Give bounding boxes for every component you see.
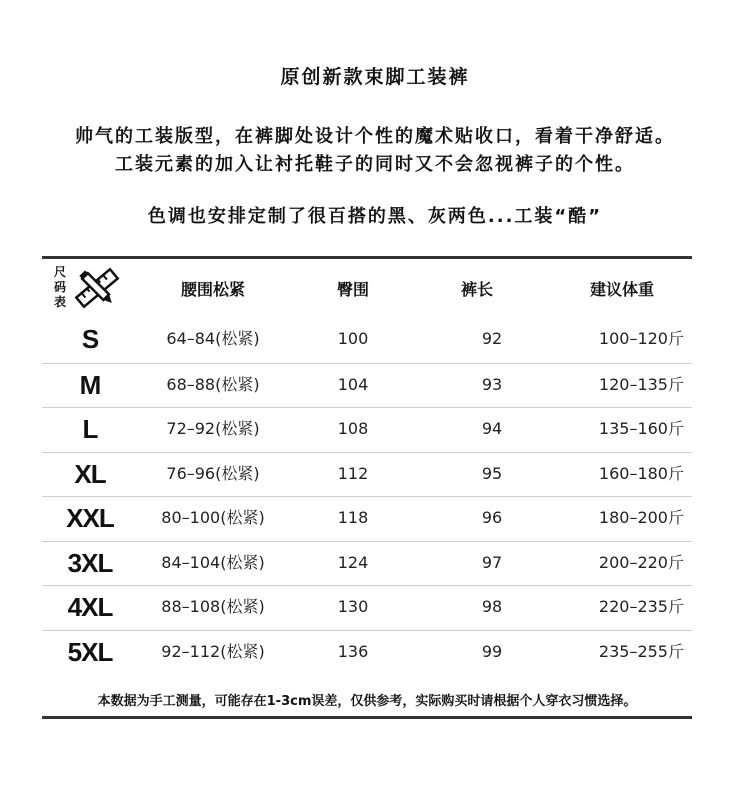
waist-value: 68–88(松紧) bbox=[166, 374, 260, 394]
weight-value: 235–255斤 bbox=[598, 641, 684, 661]
waist-value: 64–84(松紧) bbox=[166, 329, 260, 348]
weight-value: 200–220斤 bbox=[598, 552, 684, 572]
hip-value: 136 bbox=[337, 641, 369, 661]
ruler-pencil-icon bbox=[72, 265, 122, 311]
size-label: XL bbox=[74, 458, 106, 489]
table-row bbox=[42, 363, 692, 406]
description-line-2: 工装元素的加入让衬托鞋子的同时又不会忽视裤子的个性。 bbox=[115, 154, 635, 175]
weight-value: 160–180斤 bbox=[598, 463, 684, 483]
length-value: 96 bbox=[481, 508, 503, 527]
hip-value: 108 bbox=[337, 419, 369, 438]
size-label: 4XL bbox=[67, 592, 113, 622]
table-row bbox=[42, 630, 692, 673]
length-value: 92 bbox=[481, 329, 503, 348]
size-chart-label bbox=[50, 265, 70, 310]
hip-value: 100 bbox=[337, 329, 369, 348]
waist-value: 72–92(松紧) bbox=[166, 419, 260, 438]
header-weight: 建议体重 bbox=[589, 280, 654, 299]
length-value: 93 bbox=[481, 374, 503, 394]
length-value: 95 bbox=[481, 463, 503, 483]
weight-value: 220–235斤 bbox=[598, 597, 684, 616]
size-label: XXL bbox=[66, 503, 114, 533]
header-hip: 臀围 bbox=[336, 280, 369, 299]
table-row bbox=[42, 407, 692, 450]
weight-value: 120–135斤 bbox=[598, 374, 684, 394]
waist-value: 92–112(松紧) bbox=[161, 641, 265, 661]
hip-value: 130 bbox=[337, 597, 369, 616]
footnote: 本数据为手工测量，可能存在1-3cm误差，仅供参考，实际购买时请根据个人穿衣习惯选择。 bbox=[97, 694, 637, 709]
description-line-1: 帅气的工装版型，在裤脚处设计个性的魔术贴收口，看着干净舒适。 bbox=[75, 126, 675, 147]
table-row bbox=[42, 585, 692, 628]
table-row bbox=[42, 496, 692, 539]
header-length: 裤长 bbox=[460, 280, 493, 299]
weight-value: 135–160斤 bbox=[598, 419, 684, 438]
table-row bbox=[42, 452, 692, 495]
page-title: 原创新款束脚工装裤 bbox=[280, 66, 470, 88]
length-value: 98 bbox=[481, 597, 503, 616]
waist-value: 84–104(松紧) bbox=[161, 552, 265, 572]
weight-value: 180–200斤 bbox=[598, 508, 684, 527]
size-chart-badge bbox=[50, 265, 130, 313]
size-chart-label-text: 尺码表 bbox=[53, 265, 66, 309]
waist-value: 76–96(松紧) bbox=[166, 463, 260, 483]
table-bottom-rule bbox=[42, 716, 692, 719]
size-label: S bbox=[81, 324, 99, 354]
length-value: 94 bbox=[481, 419, 503, 438]
waist-value: 80–100(松紧) bbox=[161, 508, 265, 527]
size-label: 5XL bbox=[67, 636, 113, 667]
size-label: 3XL bbox=[67, 547, 113, 578]
length-value: 97 bbox=[481, 552, 503, 572]
table-row bbox=[42, 318, 692, 360]
length-value: 99 bbox=[481, 641, 503, 661]
hip-value: 112 bbox=[337, 463, 369, 483]
size-label: L bbox=[82, 414, 98, 444]
size-label: M bbox=[79, 369, 101, 400]
waist-value: 88–108(松紧) bbox=[161, 597, 265, 616]
header-waist: 腰围松紧 bbox=[180, 280, 245, 299]
hip-value: 118 bbox=[337, 508, 369, 527]
table-row bbox=[42, 541, 692, 584]
description-line-3: 色调也安排定制了很百搭的黑、灰两色...工装“酷” bbox=[147, 206, 603, 227]
weight-value: 100–120斤 bbox=[598, 329, 684, 348]
hip-value: 124 bbox=[337, 552, 369, 572]
hip-value: 104 bbox=[337, 374, 369, 394]
size-table-header bbox=[42, 259, 692, 317]
